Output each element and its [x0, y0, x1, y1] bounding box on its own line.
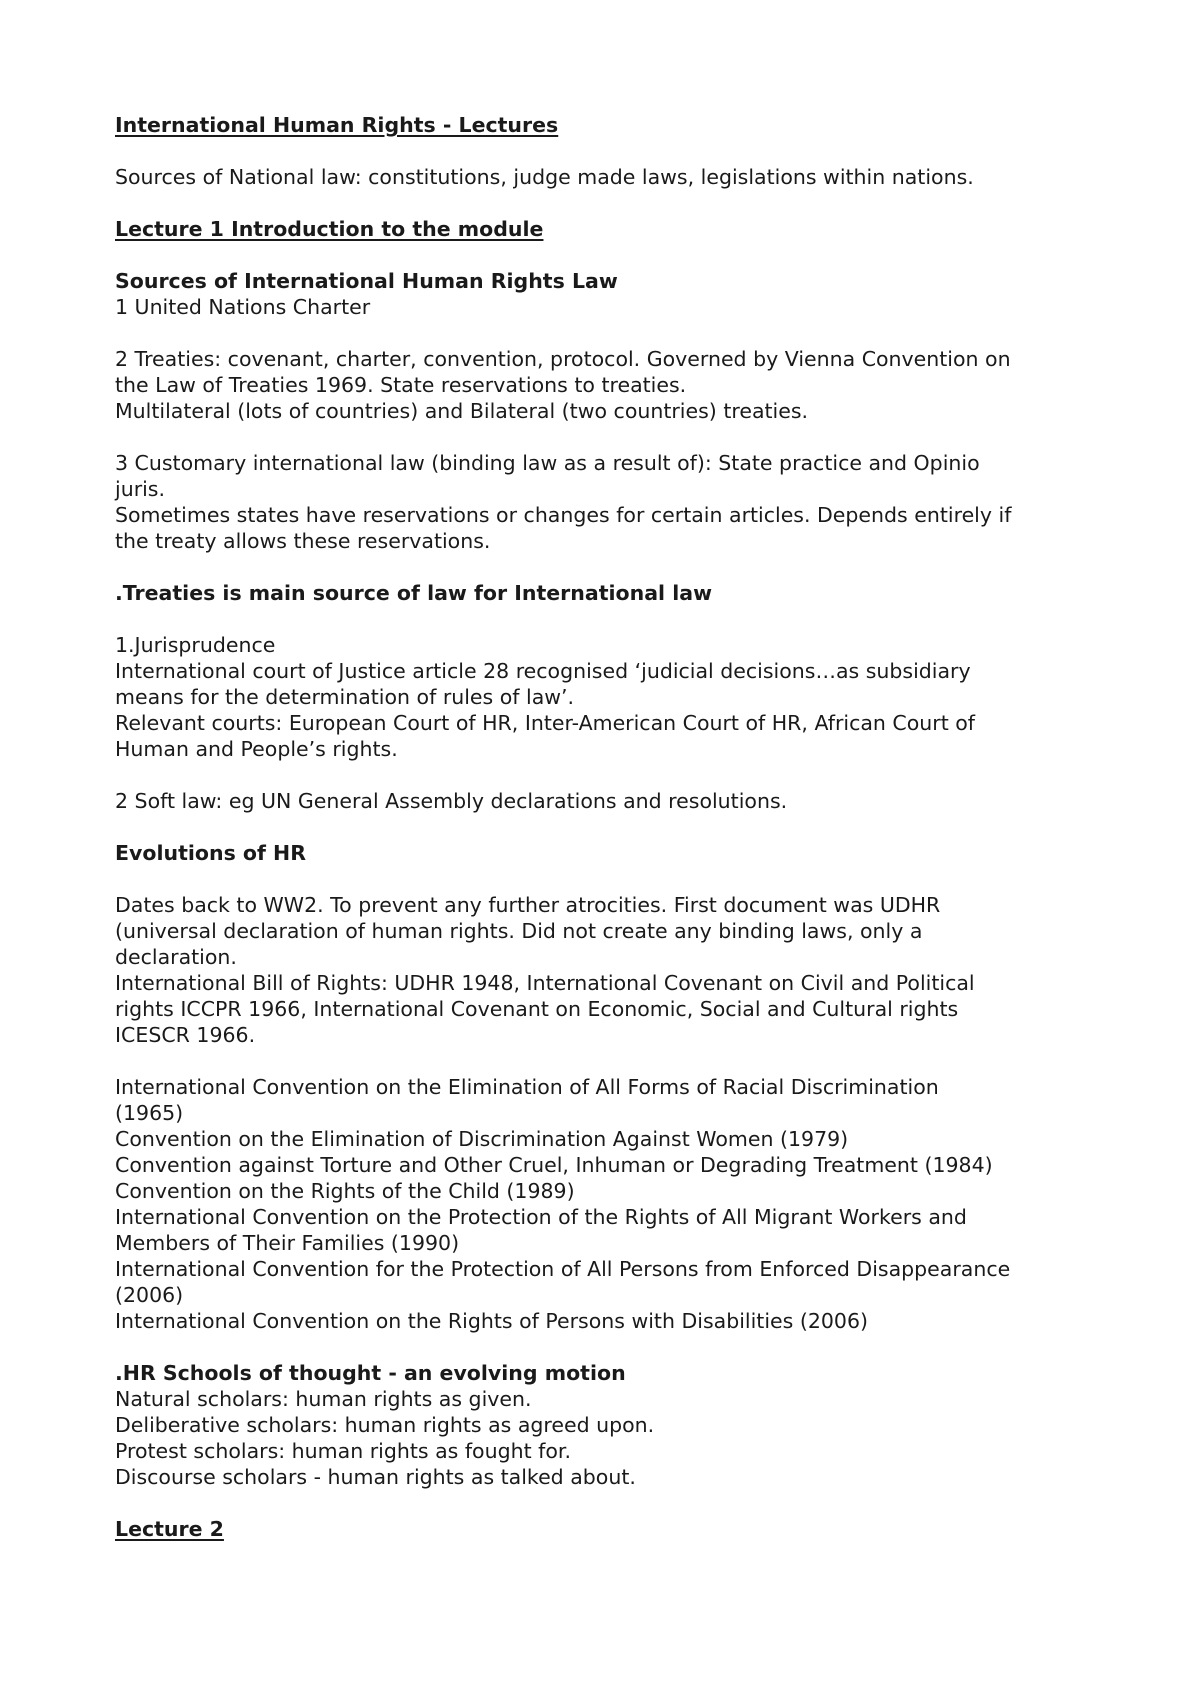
soft-law-line: 2 Soft law: eg UN General Assembly declarations and resolutions.	[115, 789, 788, 813]
intro-paragraph: Sources of National law: constitutions, judge made laws, legislations within nations.	[115, 165, 974, 189]
treaties-heading: .Treaties is main source of law for International law	[115, 581, 713, 605]
evolutions-line-4: International Bill of Rights: UDHR 1948, International Covenant on Civil and Political	[115, 971, 975, 995]
convention-line-3: Convention against Torture and Other Cruel, Inhuman or Degrading Treatment (1984)	[115, 1153, 993, 1177]
jurisprudence-line-4: Relevant courts: European Court of HR, Inter-American Court of HR, African Court of	[115, 711, 976, 735]
convention-line-1b: (1965)	[115, 1101, 184, 1125]
lecture-1-heading: Lecture 1 Introduction to the module	[115, 217, 544, 241]
convention-line-7: International Convention on the Rights of Persons with Disabilities (2006)	[115, 1309, 869, 1333]
convention-line-1a: International Convention on the Elimination of All Forms of Racial Discrimination	[115, 1075, 939, 1099]
convention-line-2: Convention on the Elimination of Discrimination Against Women (1979)	[115, 1127, 849, 1151]
sources-line-3a: 3 Customary international law (binding law as a result of): State practice and Opinio	[115, 451, 980, 475]
school-line-4: Discourse scholars - human rights as talked about.	[115, 1465, 636, 1489]
convention-line-6a: International Convention for the Protection of All Persons from Enforced Disappearance	[115, 1257, 1011, 1281]
sources-line-1: 1 United Nations Charter	[115, 295, 371, 319]
jurisprudence-line-3: means for the determination of rules of law’.	[115, 685, 575, 709]
evolutions-line-2: (universal declaration of human rights. Did not create any binding laws, only a	[115, 919, 923, 943]
document-title: International Human Rights - Lectures	[115, 113, 559, 137]
lecture-2-heading: Lecture 2	[115, 1517, 224, 1541]
school-line-3: Protest scholars: human rights as fought for.	[115, 1439, 571, 1463]
evolutions-line-5: rights ICCPR 1966, International Covenant on Economic, Social and Cultural rights	[115, 997, 959, 1021]
evolutions-line-6: ICESCR 1966.	[115, 1023, 256, 1047]
jurisprudence-line-5: Human and People’s rights.	[115, 737, 398, 761]
sources-line-2b: the Law of Treaties 1969. State reservations to treaties.	[115, 373, 687, 397]
evolutions-heading: Evolutions of HR	[115, 841, 306, 865]
schools-heading: .HR Schools of thought - an evolving motion	[115, 1361, 626, 1385]
jurisprudence-line-2: International court of Justice article 28 recognised ‘judicial decisions…as subsidiary	[115, 659, 971, 683]
sources-line-2c: Multilateral (lots of countries) and Bilateral (two countries) treaties.	[115, 399, 809, 423]
sources-line-3b: juris.	[115, 477, 166, 501]
evolutions-line-3: declaration.	[115, 945, 237, 969]
sources-line-3c: Sometimes states have reservations or changes for certain articles. Depends entirely if	[115, 503, 1012, 527]
jurisprudence-line-1: 1.Jurisprudence	[115, 633, 276, 657]
sources-heading: Sources of International Human Rights Law	[115, 269, 618, 293]
evolutions-line-1: Dates back to WW2. To prevent any further atrocities. First document was UDHR	[115, 893, 941, 917]
convention-line-5b: Members of Their Families (1990)	[115, 1231, 460, 1255]
sources-line-3d: the treaty allows these reservations.	[115, 529, 491, 553]
convention-line-4: Convention on the Rights of the Child (1989)	[115, 1179, 575, 1203]
convention-line-5a: International Convention on the Protection of the Rights of All Migrant Workers and	[115, 1205, 967, 1229]
convention-line-6b: (2006)	[115, 1283, 184, 1307]
school-line-1: Natural scholars: human rights as given.	[115, 1387, 532, 1411]
sources-line-2a: 2 Treaties: covenant, charter, convention, protocol. Governed by Vienna Convention on	[115, 347, 1011, 371]
document-body	[115, 112, 1105, 1542]
school-line-2: Deliberative scholars: human rights as agreed upon.	[115, 1413, 655, 1437]
